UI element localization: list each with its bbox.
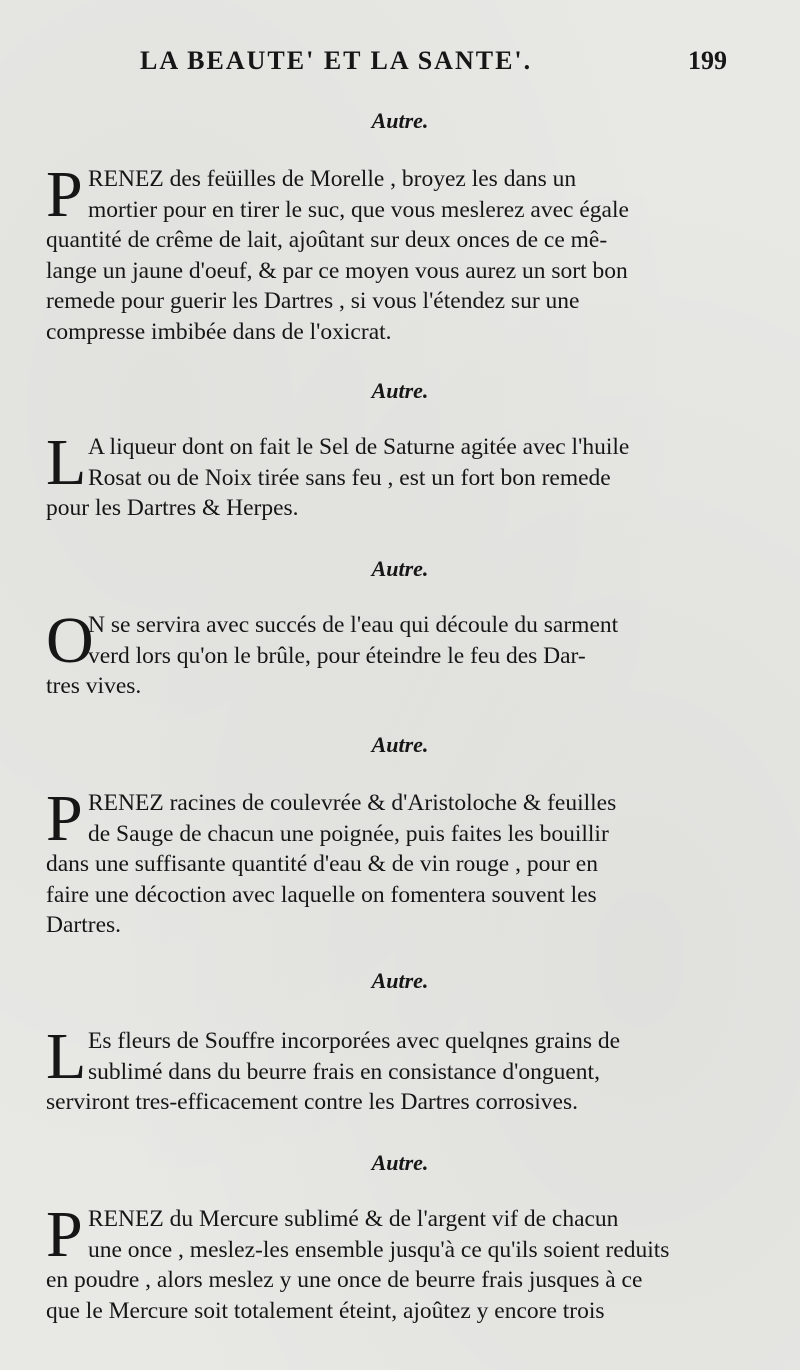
text-line: compresse imbibée dans de l'oxicrat. [46,318,392,345]
drop-cap: O [46,604,94,677]
drop-cap: L [46,1020,87,1093]
text-line: N se servira avec succés de l'eau qui découle du sarment [88,612,619,638]
text-line: pour les Dartres & Herpes. [46,495,299,521]
section-heading: Autre. [371,1150,429,1175]
text-line: quantité de crême de lait, ajoûtant sur deux onces de ce mê- [46,227,608,253]
page-number: 199 [688,46,727,75]
paragraph [46,158,756,347]
section-heading: Autre. [371,378,429,403]
text-line: RENEZ des feüilles de Morelle , broyez les dans un [88,166,577,192]
section-heading: Autre. [371,108,429,133]
text-line: lange un jaune d'oeuf, & par ce moyen vous aurez un sort bon [46,257,628,284]
drop-cap: L [46,426,87,499]
section-heading: Autre. [371,556,429,581]
drop-cap: P [46,782,83,855]
paragraph [46,1020,756,1118]
text-line: de Sauge de chacun une poignée, puis faites les bouillir [88,820,609,847]
text-line: serviront tres-efficacement contre les Dartres corrosives. [46,1089,578,1115]
text-line: verd lors qu'on le brûle, pour éteindre le feu des Dar- [88,642,586,669]
running-title: LA BEAUTE' ET LA SANTE'. [140,46,533,75]
text-line: que le Mercure soit totalement éteint, ajoûtez y encore trois [46,1297,605,1324]
text-line: Es fleurs de Souffre incorporées avec quelqnes grains de [88,1028,621,1054]
drop-cap: P [46,1198,83,1271]
drop-cap: P [46,158,83,231]
text-line: en poudre , alors meslez y une once de beurre frais jusques à ce [46,1267,643,1293]
text-line: dans une suffisante quantité d'eau & de vin rouge , pour en [46,851,598,877]
text-line: Rosat ou de Noix tirée sans feu , est un fort bon remede [88,464,611,491]
text-line: une once , meslez-les ensemble jusqu'à ce qu'ils soient reduits [88,1236,670,1263]
paragraph [46,426,756,524]
section-heading: Autre. [371,968,429,993]
text-line: remede pour guerir les Dartres , si vous l'étendez sur une [46,288,580,314]
text-line: sublimé dans du beurre frais en consistance d'onguent, [88,1058,600,1085]
text-line: faire une décoction avec laquelle on fomentera souvent les [46,881,597,908]
text-line: mortier pour en tirer le suc, que vous meslerez avec égale [88,196,629,223]
text-line: Dartres. [46,912,122,938]
text-line: RENEZ racines de coulevrée & d'Aristoloche & feuilles [88,790,617,816]
paragraph [46,604,756,702]
paragraph [46,1198,756,1326]
text-line: RENEZ du Mercure sublimé & de l'argent vif de chacun [88,1206,619,1232]
paragraph [46,782,756,941]
section-heading: Autre. [371,732,429,757]
text-line: tres vives. [46,673,142,699]
text-line: A liqueur dont on fait le Sel de Saturne agitée avec l'huile [88,434,630,460]
